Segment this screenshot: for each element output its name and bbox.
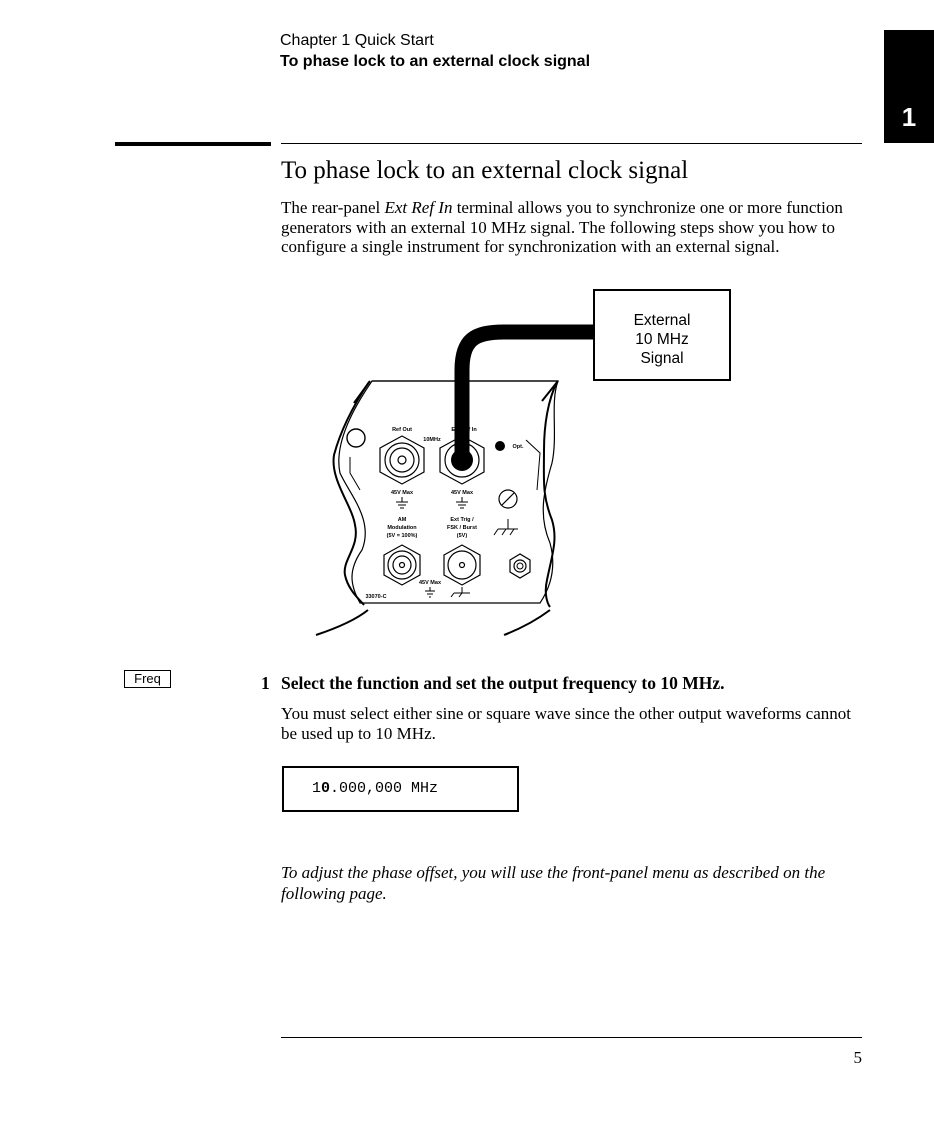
signal-box-line3: Signal: [640, 350, 684, 367]
label-part-number: 33070-C: [365, 594, 387, 600]
frequency-display: [282, 766, 519, 812]
step-heading: Select the function and set the output frequency to 10 MHz.: [281, 673, 725, 693]
label-45v-max: 45V Max: [450, 490, 474, 496]
label-ref-out: Ref Out: [392, 427, 412, 433]
section-rule-thick: [115, 142, 271, 146]
opt-indicator-icon: [495, 441, 505, 451]
page-title: To phase lock to an external clock signal: [281, 157, 689, 184]
signal-box-line1: External: [633, 312, 691, 329]
step-body: You must select either sine or square wave since the other output waveforms cannot be used up to 10 MHz.: [281, 704, 851, 743]
intro-text-after: terminal allows you to synchronize one or more function generators with an external 10 MHz signal. The following steps show you how to configure a single instrument for synchronization with an external signal.: [281, 198, 843, 256]
chapter-tab-number: 1: [901, 102, 917, 132]
intro-paragraph: [281, 198, 871, 257]
phase-offset-note: To adjust the phase offset, you will use the front-panel menu as described on the following page.: [281, 863, 826, 903]
display-cursor-digit: 0: [321, 780, 331, 797]
label-45v-max: 45V Max: [390, 490, 414, 496]
hex-nut-icon: [510, 554, 530, 578]
label-ext-trig-line2: FSK / Burst: [447, 525, 477, 531]
page-number: 5: [853, 1048, 862, 1067]
external-signal-box: [593, 289, 731, 381]
mount-hole-icon: [347, 429, 365, 447]
edge-bottom-left: [316, 610, 368, 635]
edge-bottom-right: [504, 610, 550, 635]
label-ext-trig-line1: Ext Trig /: [450, 517, 474, 523]
chapter-tab: [884, 30, 934, 143]
footer-rule: [281, 1037, 862, 1038]
intro-text-before: The rear-panel: [281, 198, 385, 217]
label-45v-max-bottom: 45V Max: [418, 580, 442, 586]
chapter-header: Chapter 1 Quick Start: [280, 32, 434, 49]
label-ext-ref-in: Ext Ref In: [451, 427, 477, 433]
signal-box-line2: 10 MHz: [635, 331, 689, 348]
display-digit: 1: [312, 780, 322, 797]
label-opt: Opt.: [512, 444, 524, 450]
label-am-line3: (5V = 100%): [386, 533, 418, 539]
section-rule-thin: [281, 143, 862, 144]
label-am-line1: AM: [397, 517, 407, 523]
step-number: 1: [261, 673, 270, 693]
intro-emphasis: Ext Ref In: [384, 198, 453, 217]
display-rest: .000,000 MHz: [330, 780, 439, 797]
ground-screw-icon: [499, 490, 517, 508]
freq-key-label: Freq: [124, 670, 171, 688]
label-10mhz: 10MHz: [423, 437, 441, 443]
label-am-line2: Modulation: [387, 525, 417, 531]
section-header: To phase lock to an external clock signal: [280, 53, 591, 70]
label-ext-trig-line3: (5V): [456, 533, 468, 539]
